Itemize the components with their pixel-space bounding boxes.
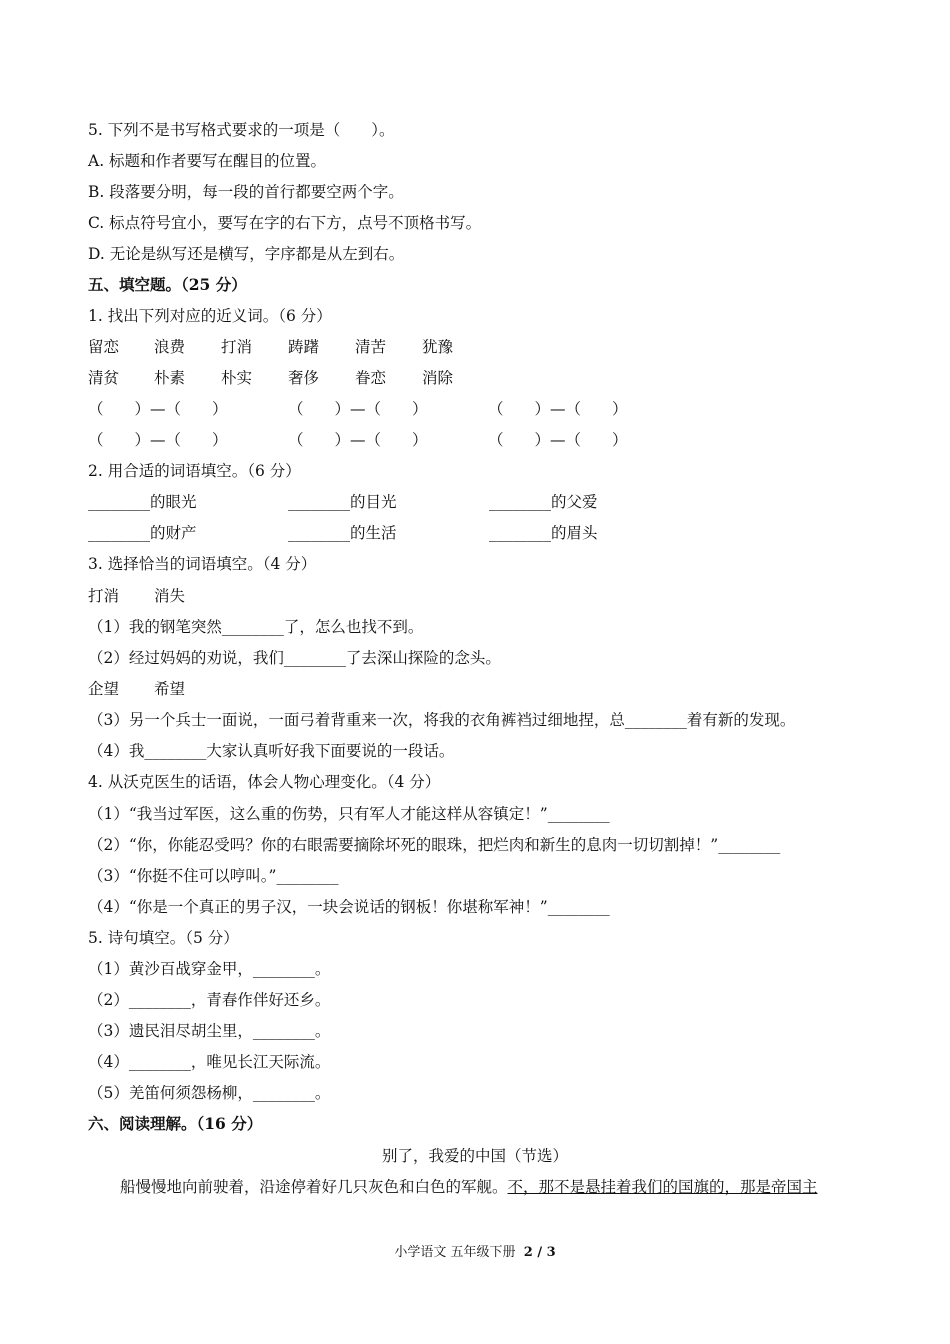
option-a: A. 标题和作者要写在醒目的位置。 [88, 152, 327, 170]
answer-pair[interactable]: （ ）—（ ） [288, 400, 428, 418]
q5-prompt: 5. 诗句填空。（5 分） [88, 929, 239, 947]
word: 浪费 [154, 338, 186, 356]
word: 消除 [422, 369, 454, 387]
word: 留恋 [88, 338, 120, 356]
answer-pair[interactable]: （ ）—（ ） [88, 400, 228, 418]
word: 奢侈 [288, 369, 320, 387]
poem-line-5[interactable]: （5）羌笛何须怨杨柳，________。 [88, 1084, 331, 1102]
q4-prompt: 4. 从沃克医生的话语，体会人物心理变化。（4 分） [88, 773, 441, 791]
passage-text: 船慢慢地向前驶着，沿途停着好几只灰色和白色的军舰。 [120, 1178, 508, 1196]
option-c: C. 标点符号宜小，要写在字的右下方，点号不顶格书写。 [88, 214, 482, 232]
answer-pair[interactable]: （ ）—（ ） [288, 431, 428, 449]
fill-blank-item[interactable]: ________的财产 [88, 524, 197, 542]
word: 眷恋 [355, 369, 387, 387]
fill-blank-item[interactable]: ________的生活 [288, 524, 397, 542]
word-choice: 希望 [154, 680, 186, 698]
answer-pair[interactable]: （ ）—（ ） [88, 431, 228, 449]
option-d: D. 无论是纵写还是横写，字序都是从左到右。 [88, 245, 405, 263]
fill-blank-item[interactable]: ________的父爱 [489, 493, 598, 511]
q1-prompt: 1. 找出下列对应的近义词。（6 分） [88, 307, 332, 325]
word: 朴实 [221, 369, 253, 387]
q3-sentence-3[interactable]: （3）另一个兵士一面说，一面弓着背重来一次，将我的衣角裤裆过细地捏，总________着有新的发现。 [88, 711, 796, 729]
q4-item-3[interactable]: （3）“你挺不住可以哼叫。”________ [88, 867, 339, 885]
poem-line-4[interactable]: （4）________，唯见长江天际流。 [88, 1053, 331, 1071]
answer-pair[interactable]: （ ）—（ ） [488, 400, 628, 418]
word-choice: 打消 [88, 587, 120, 605]
answer-pair[interactable]: （ ）—（ ） [488, 431, 628, 449]
passage-paragraph [120, 1177, 818, 1197]
poem-line-1[interactable]: （1）黄沙百战穿金甲，________。 [88, 960, 331, 978]
q4-item-4[interactable]: （4）“你是一个真正的男子汉，一块会说话的钢板！你堪称军神！”________ [88, 898, 610, 916]
underlined-sentence: 不，那不是悬挂着我们的国旗的，那是帝国主 [507, 1178, 818, 1196]
q4-item-2[interactable]: （2）“你，你能忍受吗？你的右眼需要摘除坏死的眼珠，把烂肉和新生的息肉一切切割掉！”________ [88, 836, 781, 854]
page-number: 2 / 3 [523, 1245, 556, 1260]
word-choice: 企望 [88, 680, 120, 698]
fill-blank-item[interactable]: ________的眉头 [489, 524, 598, 542]
poem-line-2[interactable]: （2）________，青春作伴好还乡。 [88, 991, 331, 1009]
q2-prompt: 2. 用合适的词语填空。（6 分） [88, 462, 301, 480]
word: 清苦 [355, 338, 387, 356]
section-5-heading: 五、填空题。（25 分） [88, 275, 247, 294]
fill-blank-item[interactable]: ________的眼光 [88, 493, 197, 511]
word: 清贫 [88, 369, 120, 387]
passage-title: 别了，我爱的中国（节选） [381, 1147, 568, 1165]
word: 打消 [221, 338, 253, 356]
page-footer [0, 1244, 950, 1262]
word-choice: 消失 [154, 587, 186, 605]
word: 踌躇 [288, 338, 320, 356]
word: 朴素 [154, 369, 186, 387]
q3-sentence-2[interactable]: （2）经过妈妈的劝说，我们________了去深山探险的念头。 [88, 649, 501, 667]
poem-line-3[interactable]: （3）遗民泪尽胡尘里，________。 [88, 1022, 331, 1040]
option-b: B. 段落要分明，每一段的首行都要空两个字。 [88, 183, 404, 201]
fill-blank-item[interactable]: ________的目光 [288, 493, 397, 511]
word: 犹豫 [422, 338, 454, 356]
q3-sentence-1[interactable]: （1）我的钢笔突然________了，怎么也找不到。 [88, 618, 424, 636]
q3-sentence-4[interactable]: （4）我________大家认真听好我下面要说的一段话。 [88, 742, 455, 760]
q4-item-1[interactable]: （1）“我当过军医，这么重的伤势，只有军人才能这样从容镇定！”________ [88, 805, 610, 823]
q3-prompt: 3. 选择恰当的词语填空。（4 分） [88, 555, 317, 573]
section-6-heading: 六、阅读理解。（16 分） [88, 1114, 263, 1133]
footer-subject: 小学语文 五年级下册 [394, 1245, 516, 1260]
question-5-prompt: 5. 下列不是书写格式要求的一项是（ ）。 [88, 121, 395, 139]
